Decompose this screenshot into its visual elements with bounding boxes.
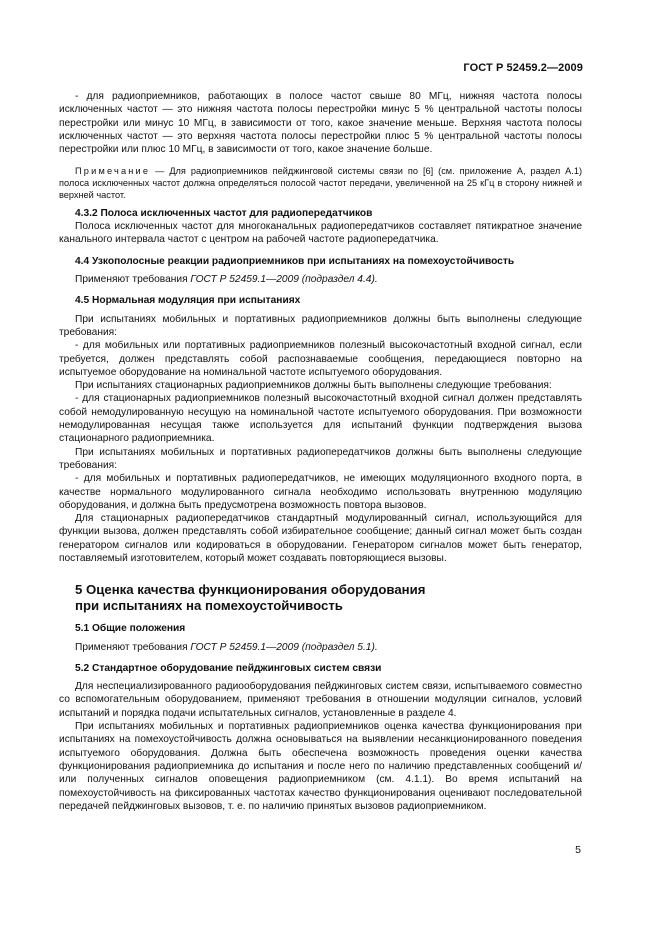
section-heading-5 bbox=[59, 582, 582, 614]
note-label: Примечание bbox=[75, 166, 151, 177]
text: Применяют требования bbox=[75, 641, 191, 653]
heading-line: при испытаниях на помехоустойчивость bbox=[75, 598, 343, 614]
document-body bbox=[59, 90, 582, 813]
paragraph: Для неспециализированного радиооборудования пейджинговых систем связи, испытываемого совместно со вспомогательным оборудованием, применяют требования в отношении модуляции сигналов, условий испытаний и порядка подачи испытательных сигналов, установленные в разделе 4. bbox=[59, 681, 582, 719]
paragraph: При испытаниях стационарных радиоприемников должны быть выполнены следующие требования: bbox=[75, 380, 552, 392]
note bbox=[59, 166, 582, 201]
note-text: — Для радиоприемников пейджинговой системы связи по [6] (см. приложение А, раздел А.1) полоса исключенных частот должна определяться полосой частот передачи, увеличенной на 25 кГц в сторону нижней и верхней частот. bbox=[59, 166, 582, 201]
section-heading-4-3-2: 4.3.2 Полоса исключенных частот для радиопередатчиков bbox=[75, 207, 373, 219]
paragraph: - для мобильных и портативных радиопередатчиков, не имеющих модуляционного входного порта, в качестве нормального модулированного сигнала необходимо использовать внутреннюю модуляцию оборудования, и должна быть предусмотрена возможность повтора вызовов. bbox=[59, 473, 582, 511]
document-header: ГОСТ Р 52459.2—2009 bbox=[463, 62, 583, 74]
section-heading-4-4: 4.4 Узкополосные реакции радиоприемников при испытаниях на помехоустойчивость bbox=[75, 255, 515, 267]
standard-reference: ГОСТ Р 52459.1—2009 (подраздел 5.1). bbox=[190, 641, 378, 653]
section-heading-5-2: 5.2 Стандартное оборудование пейджинговых систем связи bbox=[75, 662, 382, 674]
section-heading-5-1: 5.1 Общие положения bbox=[75, 623, 186, 635]
heading-line: 5 Оценка качества функционирования оборудования bbox=[75, 582, 426, 598]
paragraph: При испытаниях мобильных и портативных радиоприемников оценка качества функционирования при испытаниях на помехоустойчивость должна основываться на выявлении несанкционированного поведения испытуемого оборудования. Должна быть обеспечена возможность проведения оценки качества функционирования радиоприемника до испытания и после него по наличию представленных сообщений и/или полученных сигналов оповещения радиоприемником (см. 4.1.1). Во время испытаний на помехоустойчивость на фиксированных частотах качество функционирования оценивают последовательной передачей пейджинговых вызовов, т. е. по наличию принятых вызовов радиоприемником. bbox=[59, 721, 582, 812]
paragraph bbox=[59, 641, 582, 654]
paragraph: Полоса исключенных частот для многоканальных радиопередатчиков составляет пятикратное значение канального интервала частот с центром на рабочей частоте радиопередатчика. bbox=[59, 221, 582, 246]
paragraph bbox=[59, 273, 582, 286]
paragraph: - для мобильных или портативных радиоприемников полезный высокочастотный входной сигнал, если требуется, должен представлять собой распознаваемые сообщения, передающиеся повторно на испытуемое оборудование на номинальной частоте испытуемого оборудования. bbox=[59, 340, 582, 378]
paragraph: - для радиоприемников, работающих в полосе частот свыше 80 МГц, нижняя частота полосы исключенных частот — это нижняя частота полосы перестройки минус 5 % центральной частоты полосы перестройки или минус 10 МГц, в зависимости от того, какое значение меньше. Верхняя частота полосы исключенных частот — это верхняя частота полосы перестройки плюс 5 % центральной частоты полосы перестройки или плюс 10 МГц, в зависимости от того, какое значение больше. bbox=[59, 91, 582, 156]
section-heading-4-5: 4.5 Нормальная модуляция при испытаниях bbox=[75, 295, 301, 307]
paragraph: При испытаниях мобильных и портативных радиопередатчиков должны быть выполнены следующие требования: bbox=[59, 446, 582, 471]
paragraph: - для стационарных радиоприемников полезный высокочастотный входной сигнал должен представлять собой немодулированную несущую на номинальной частоте испытуемого оборудования. При возможности немодулированная несущая также используется для испытаний функции подтверждения вызова стационарного радиоприемника. bbox=[59, 393, 582, 445]
paragraph: При испытаниях мобильных и портативных радиоприемников должны быть выполнены следующие требования: bbox=[59, 313, 582, 338]
standard-reference: ГОСТ Р 52459.1—2009 (подраздел 4.4). bbox=[190, 274, 378, 286]
text: Применяют требования bbox=[75, 274, 191, 286]
paragraph: Для стационарных радиопередатчиков стандартный модулированный сигнал, использующийся для функции вызова, должен представлять собой избирательное сообщение; данный сигнал может быть создан генератором сигналов или кодироваться в оборудовании. Генератором сигналов может быть генератор, поставляемый изготовителем, который может создавать повторяющиеся вызовы. bbox=[59, 513, 582, 564]
page-number: 5 bbox=[575, 844, 581, 856]
